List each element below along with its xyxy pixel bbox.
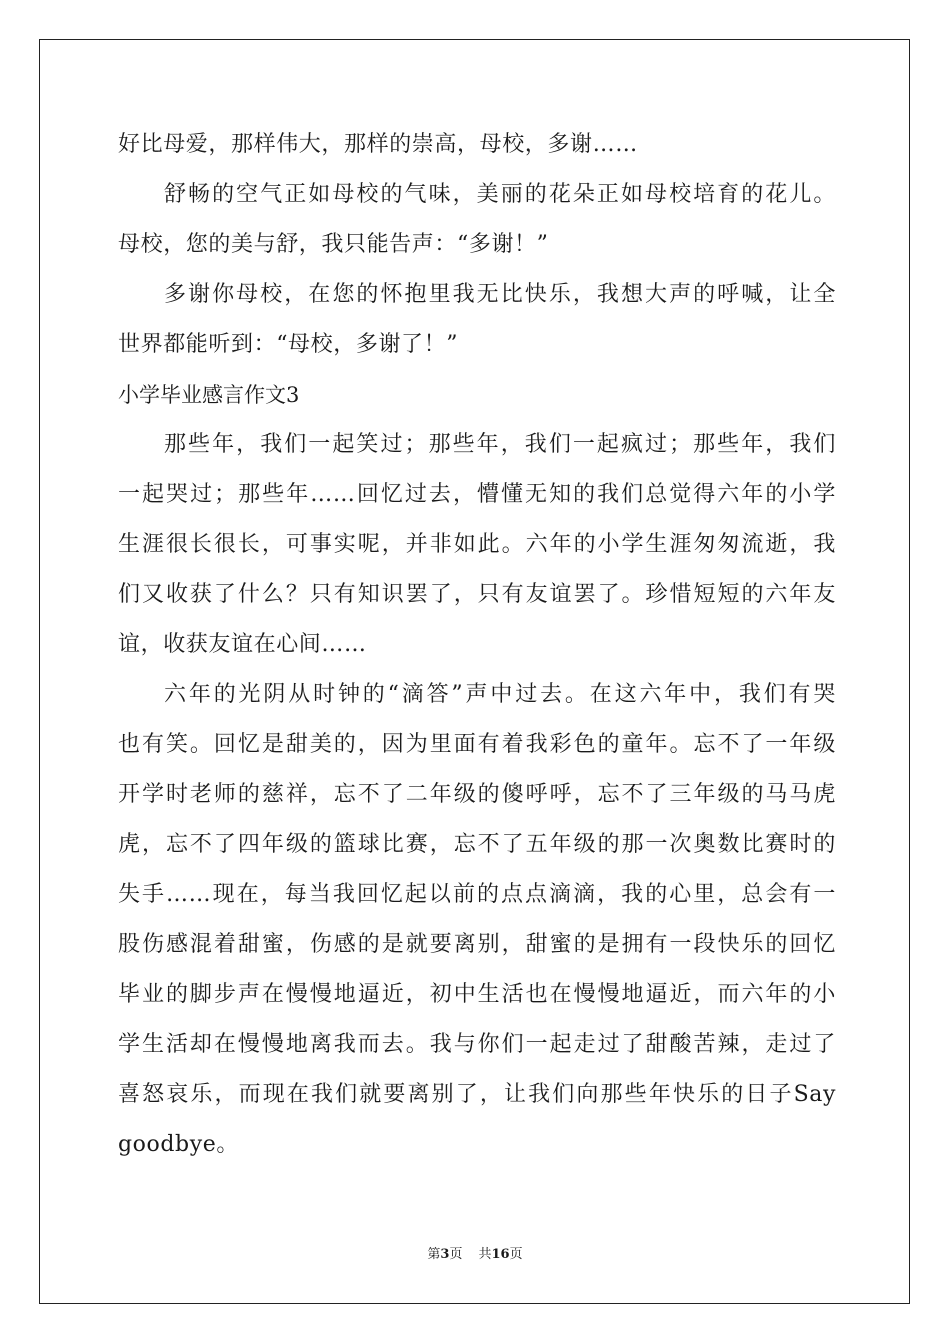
text-line: 谊，收获友谊在心间…… bbox=[118, 632, 367, 657]
text-line: 学生活却在慢慢地离我而去。我与你们一起走过了甜酸苦辣，走过了 bbox=[118, 1032, 836, 1057]
text-line: 喜怒哀乐，而现在我们就要离别了，让我们向那些年快乐的日子Say bbox=[118, 1082, 836, 1107]
page-footer bbox=[0, 1246, 950, 1264]
text-line: 虎，忘不了四年级的篮球比赛，忘不了五年级的那一次奥数比赛时的 bbox=[118, 832, 836, 857]
paragraph-friendship bbox=[118, 420, 836, 670]
text-line: 股伤感混着甜蜜，伤感的是就要离别，甜蜜的是拥有一段快乐的回忆 bbox=[118, 932, 836, 957]
text-line: 好比母爱，那样伟大，那样的崇高，母校，多谢…… bbox=[118, 132, 638, 157]
text-line: goodbye。 bbox=[118, 1132, 239, 1157]
document-body bbox=[118, 120, 836, 1170]
total-prefix: 共 bbox=[478, 1247, 492, 1262]
section-heading: 小学毕业感言作文3 bbox=[118, 383, 300, 407]
text-line: 六年的光阴从时钟的“滴答”声中过去。在这六年中，我们有哭 bbox=[164, 682, 836, 707]
page-suffix: 页 bbox=[449, 1247, 463, 1262]
text-line: 们又收获了什么？只有知识罢了，只有友谊罢了。珍惜短短的六年友 bbox=[118, 582, 836, 607]
paragraph-six-years bbox=[118, 670, 836, 1170]
page-total: 16 bbox=[491, 1247, 510, 1262]
intro-paragraphs bbox=[118, 120, 836, 370]
text-line: 失手……现在，每当我回忆起以前的点点滴滴，我的心里，总会有一 bbox=[118, 882, 836, 907]
page-prefix: 第 bbox=[427, 1247, 441, 1262]
text-line: 生涯很长很长，可事实呢，并非如此。六年的小学生涯匆匆流逝，我 bbox=[118, 532, 836, 557]
text-line: 多谢你母校，在您的怀抱里我无比快乐，我想大声的呼喊，让全 bbox=[164, 282, 836, 307]
text-line: 那些年，我们一起笑过；那些年，我们一起疯过；那些年，我们 bbox=[164, 432, 836, 457]
text-line: 母校，您的美与舒，我只能告声：“多谢！” bbox=[118, 232, 549, 257]
text-line: 世界都能听到：“母校，多谢了！” bbox=[118, 332, 459, 357]
text-line: 一起哭过；那些年……回忆过去，懵懂无知的我们总觉得六年的小学 bbox=[118, 482, 836, 507]
page-current: 3 bbox=[440, 1247, 450, 1262]
text-line: 毕业的脚步声在慢慢地逼近，初中生活也在慢慢地逼近，而六年的小 bbox=[118, 982, 836, 1007]
text-line: 舒畅的空气正如母校的气味，美丽的花朵正如母校培育的花儿。 bbox=[164, 182, 836, 207]
total-suffix: 页 bbox=[509, 1247, 523, 1262]
text-line: 开学时老师的慈祥，忘不了二年级的傻呼呼，忘不了三年级的马马虎 bbox=[118, 782, 836, 807]
text-line: 也有笑。回忆是甜美的，因为里面有着我彩色的童年。忘不了一年级 bbox=[118, 732, 836, 757]
